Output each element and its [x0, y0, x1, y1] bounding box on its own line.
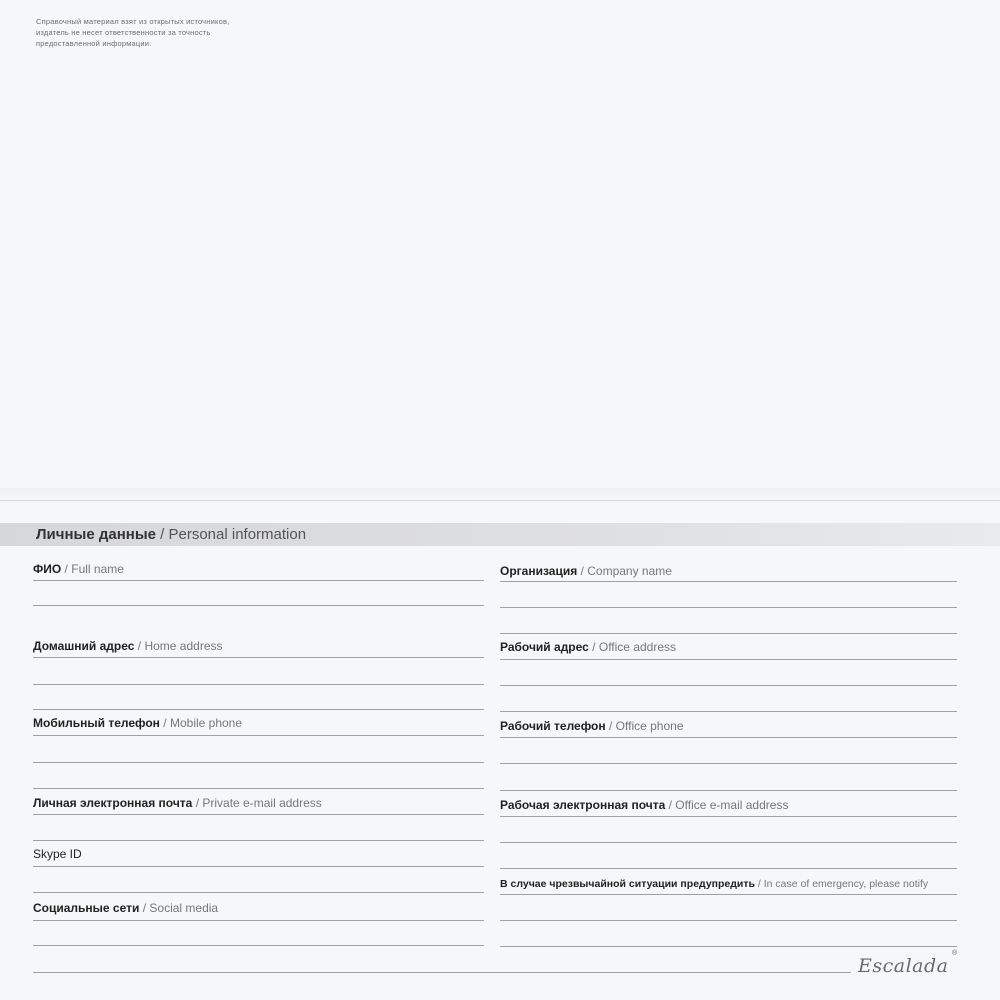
label-separator: / [64, 562, 68, 576]
company-name-line-1[interactable] [500, 581, 957, 582]
office-address-line-1[interactable] [500, 659, 957, 660]
label-mobile-phone-en: Mobile phone [169, 716, 243, 730]
label-social-media [33, 900, 218, 916]
label-office-phone-ru: Рабочий телефон [500, 719, 606, 733]
label-separator: / [195, 796, 200, 810]
section-title [36, 525, 306, 545]
skype-id-line-1[interactable] [33, 866, 484, 867]
label-office-email-en: Office e-mail address [675, 798, 789, 812]
brand-logo: Escalada [858, 955, 949, 977]
office-email-line-2[interactable] [500, 842, 957, 843]
label-social-media-en: Social media [149, 901, 219, 915]
mobile-phone-line-1[interactable] [33, 735, 484, 736]
office-phone-line-1[interactable] [500, 737, 957, 738]
label-emergency-contact-en: In case of emergency, please notify [763, 878, 929, 890]
label-mobile-phone-ru: Мобильный телефон [33, 716, 160, 730]
label-skype-id [33, 846, 82, 862]
label-separator: / [757, 878, 761, 890]
private-email-line-1[interactable] [33, 814, 484, 815]
home-address-line-1[interactable] [33, 657, 484, 658]
office-email-line-1[interactable] [500, 816, 957, 817]
label-office-phone [500, 718, 684, 734]
social-media-line-1[interactable] [33, 920, 484, 921]
label-private-email [33, 795, 322, 811]
disclaimer-text [36, 16, 266, 49]
disclaimer-line-1: Справочный материал взят из открытых источников, [36, 17, 230, 26]
label-office-address-en: Office address [598, 640, 677, 654]
section-title-en: Personal information [168, 526, 307, 543]
label-separator: / [592, 640, 596, 654]
full-name-line-1[interactable] [33, 580, 484, 581]
label-full-name-en: Full name [71, 562, 124, 576]
label-private-email-ru: Личная электронная почта [33, 796, 193, 810]
label-home-address-en: Home address [144, 639, 223, 653]
label-company-name-ru: Организация [500, 564, 578, 578]
section-title-separator: / [160, 526, 165, 543]
label-separator: / [668, 798, 672, 812]
home-address-line-2[interactable] [33, 684, 484, 685]
office-address-line-2[interactable] [500, 685, 957, 686]
company-name-line-3[interactable] [500, 633, 957, 634]
mobile-phone-line-2[interactable] [33, 762, 484, 763]
label-office-email-ru: Рабочая электронная почта [500, 798, 666, 812]
label-separator: / [137, 639, 142, 653]
label-home-address-ru: Домашний адрес [33, 639, 135, 653]
label-company-name [500, 563, 672, 579]
label-company-name-en: Company name [587, 564, 672, 578]
office-email-line-3[interactable] [500, 868, 957, 869]
label-emergency-contact [500, 876, 928, 892]
label-skype-id-text: Skype ID [33, 847, 82, 861]
label-office-address-ru: Рабочий адрес [500, 640, 589, 654]
disclaimer-line-2: издатель не несет ответственности за точность [36, 28, 211, 37]
section-title-ru: Личные данные [36, 526, 156, 543]
label-emergency-contact-ru: В случае чрезвычайной ситуации предупредить [500, 878, 755, 890]
skype-id-line-2[interactable] [33, 892, 484, 893]
mobile-phone-line-3[interactable] [33, 788, 484, 789]
emergency-contact-line-3[interactable] [500, 946, 957, 947]
label-separator: / [580, 564, 584, 578]
label-private-email-en: Private e-mail address [202, 796, 322, 810]
full-name-line-2[interactable] [33, 605, 484, 606]
label-separator: / [163, 716, 167, 730]
company-name-line-2[interactable] [500, 607, 957, 608]
disclaimer-line-3: предоставленной информации. [36, 39, 152, 48]
label-social-media-ru: Социальные сети [33, 901, 140, 915]
social-media-line-2[interactable] [33, 945, 484, 946]
label-home-address [33, 638, 223, 654]
label-office-address [500, 639, 676, 655]
emergency-contact-line-2[interactable] [500, 920, 957, 921]
office-address-line-3[interactable] [500, 711, 957, 712]
label-full-name [33, 561, 124, 577]
label-office-phone-en: Office phone [615, 719, 684, 733]
home-address-line-3[interactable] [33, 709, 484, 710]
registered-mark: ® [952, 950, 958, 957]
label-office-email [500, 797, 788, 813]
emergency-contact-line-1[interactable] [500, 894, 957, 895]
label-full-name-ru: ФИО [33, 562, 62, 576]
page-fold [0, 488, 1000, 501]
label-separator: / [608, 719, 613, 733]
bottom-line[interactable] [33, 972, 851, 973]
label-separator: / [142, 901, 147, 915]
office-phone-line-3[interactable] [500, 790, 957, 791]
private-email-line-2[interactable] [33, 840, 484, 841]
office-phone-line-2[interactable] [500, 763, 957, 764]
label-mobile-phone [33, 715, 242, 731]
